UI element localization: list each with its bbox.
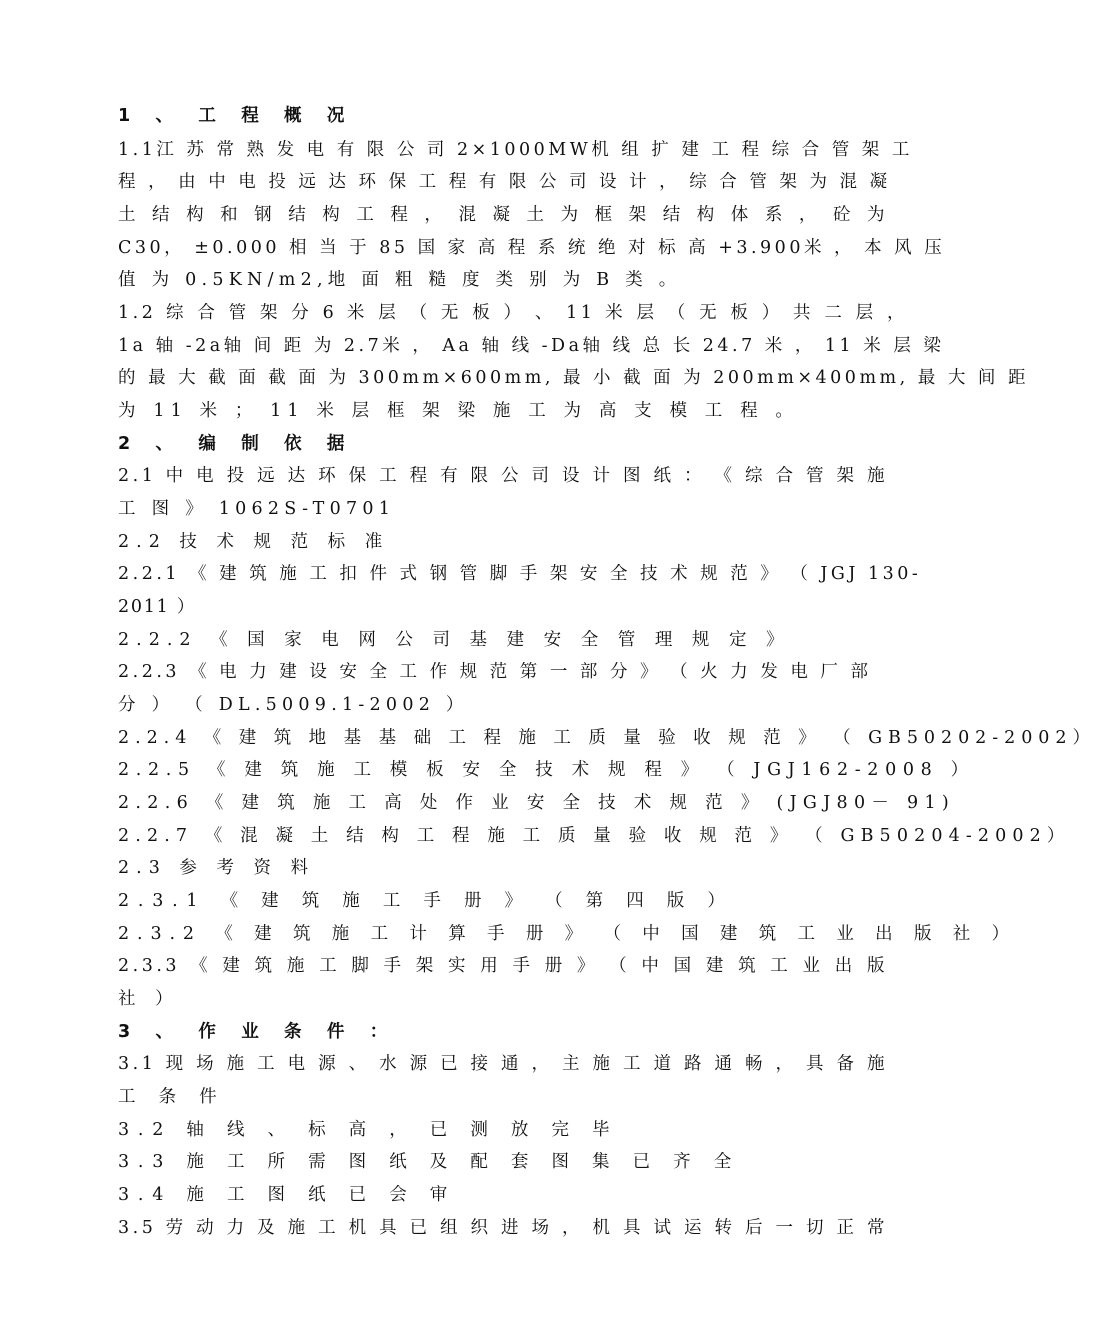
paragraph-line: 2.2.5 《 建 筑 施 工 模 板 安 全 技 术 规 程 》 （ JGJ162-2008 ） <box>118 760 975 780</box>
paragraph-line: 2011 ） <box>118 597 197 617</box>
paragraph-line: 为 11 米 ； 11 米 层 框 架 梁 施 工 为 高 支 模 工 程 。 <box>118 401 800 421</box>
section-heading-1: 1 、 工 程 概 况 <box>118 106 355 126</box>
section-heading-2: 2 、 编 制 依 据 <box>118 434 355 454</box>
paragraph-line: 值 为 0.5KN/m2,地 面 粗 糙 度 类 别 为 B 类 。 <box>118 270 682 290</box>
paragraph-line: 土 结 构 和 钢 结 构 工 程 ， 混 凝 土 为 框 架 结 构 体 系 ， 砼 为 <box>118 205 888 225</box>
paragraph-line: 2.2.7 《 混 凝 土 结 构 工 程 施 工 质 量 验 收 规 范 》 （ GB50204-2002） <box>118 826 1071 846</box>
subsection-heading: 2.2 技 术 规 范 标 准 <box>118 532 390 552</box>
paragraph-line: 2.3.3 《 建 筑 施 工 脚 手 架 实 用 手 册 》 （ 中 国 建 筑 工 业 出 版 <box>118 956 888 976</box>
paragraph-line: 2.2.3 《 电 力 建 设 安 全 工 作 规 范 第 一 部 分 》 （ 火 力 发 电 厂 部 <box>118 662 872 682</box>
section-heading-3: 3 、 作 业 条 件 ： <box>118 1022 397 1042</box>
paragraph-line: 程 ， 由 中 电 投 远 达 环 保 工 程 有 限 公 司 设 计 ， 综 合 管 架 为 混 凝 <box>118 172 891 192</box>
paragraph-line: 1.1江 苏 常 熟 发 电 有 限 公 司 2×1000MW机 组 扩 建 工 程 综 合 管 架 工 <box>118 140 913 160</box>
paragraph-line: 3.5 劳 动 力 及 施 工 机 具 已 组 织 进 场 ， 机 具 试 运 转 后 一 切 正 常 <box>118 1218 888 1238</box>
paragraph-line: 3.3 施 工 所 需 图 纸 及 配 套 图 集 已 齐 全 <box>118 1152 740 1172</box>
paragraph-line: 工 图 》 1062S-T0701 <box>118 499 396 519</box>
paragraph-line: 的 最 大 截 面 截 面 为 300mm×600mm, 最 小 截 面 为 200mm×400mm, 最 大 间 距 <box>118 368 1029 388</box>
paragraph-line: 1.2 综 合 管 架 分 6 米 层 （ 无 板 ） 、 11 米 层 （ 无 板 ） 共 二 层 ， <box>118 303 908 323</box>
paragraph-line: 1a 轴 -2a轴 间 距 为 2.7米 ， Aa 轴 线 -Da轴 线 总 长 24.7 米 ， 11 米 层 梁 <box>118 336 945 356</box>
paragraph-line: 分 ） （ DL.5009.1-2002 ） <box>118 695 469 715</box>
paragraph-line: 2.2.1 《 建 筑 施 工 扣 件 式 钢 管 脚 手 架 安 全 技 术 规 范 》 （ JGJ 130- <box>118 564 922 584</box>
paragraph-line: 2.3.1 《 建 筑 施 工 手 册 》 （ 第 四 版 ） <box>118 891 734 911</box>
paragraph-line: 2.2.4 《 建 筑 地 基 基 础 工 程 施 工 质 量 验 收 规 范 》 （ GB50202-2002） <box>118 728 1096 748</box>
paragraph-line: 工 条 件 <box>118 1087 226 1107</box>
paragraph-line: 3.2 轴 线 、 标 高 ， 已 测 放 完 毕 <box>118 1120 619 1140</box>
paragraph-line: 社 ） <box>118 989 180 1009</box>
paragraph-line: 2.2.6 《 建 筑 施 工 高 处 作 业 安 全 技 术 规 范 》 (JGJ80－ 91) <box>118 793 956 813</box>
paragraph-line: 3.4 施 工 图 纸 已 会 审 <box>118 1185 457 1205</box>
paragraph-line: 3.1 现 场 施 工 电 源 、 水 源 已 接 通 ， 主 施 工 道 路 通 畅 ， 具 备 施 <box>118 1054 888 1074</box>
paragraph-line: 2.3.2 《 建 筑 施 工 计 算 手 册 》 （ 中 国 建 筑 工 业 出 版 社 ） <box>118 924 1017 944</box>
paragraph-line: 2.2.2 《 国 家 电 网 公 司 基 建 安 全 管 理 规 定 》 <box>118 630 791 650</box>
paragraph-line: 2.1 中 电 投 远 达 环 保 工 程 有 限 公 司 设 计 图 纸 ： 《 综 合 管 架 施 <box>118 466 888 486</box>
paragraph-line: C30， ±0.000 相 当 于 85 国 家 高 程 系 统 绝 对 标 高 +3.900米 ， 本 风 压 <box>118 238 946 258</box>
subsection-heading: 2.3 参 考 资 料 <box>118 858 316 878</box>
